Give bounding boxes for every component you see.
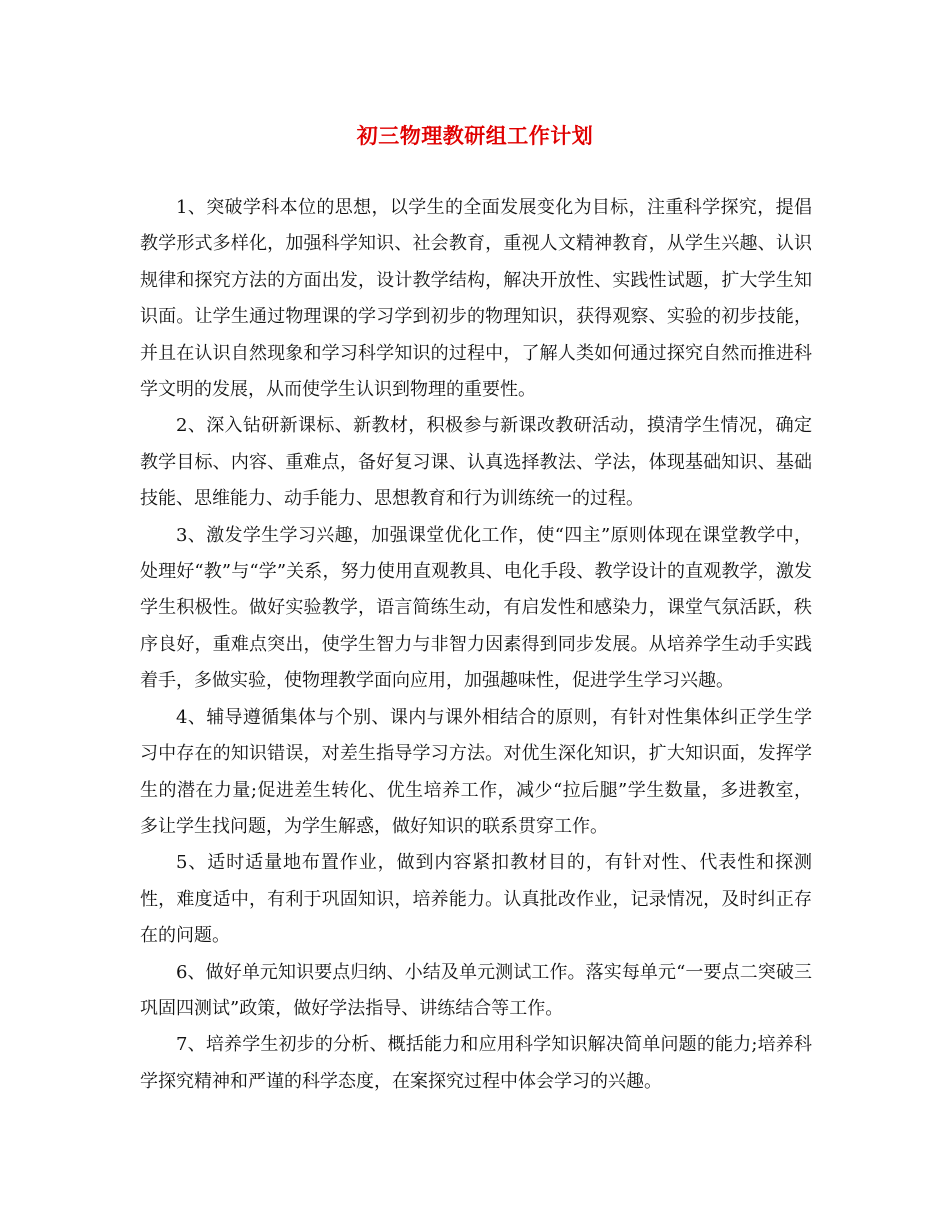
document-body <box>140 190 812 1100</box>
paragraph-1: 1、突破学科本位的思想，以学生的全面发展变化为目标，注重科学探究，提倡教学形式多样化，加强科学知识、社会教育，重视人文精神教育，从学生兴趣、认识规律和探究方法的方面出发，设计教学结构，解决开放性、实践性试题，扩大学生知识面。让学生通过物理课的学习学到初步的物理知识，获得观察、实验的初步技能，并且在认识自然现象和学习科学知识的过程中，了解人类如何通过探究自然而推进科学文明的发展，从而使学生认识到物理的重要性。 <box>140 197 812 401</box>
paragraph-4: 4、辅导遵循集体与个别、课内与课外相结合的原则，有针对性集体纠正学生学习中存在的知识错误，对差生指导学习方法。对优生深化知识，扩大知识面，发挥学生的潜在力量;促进差生转化、优生培养工作，减少“拉后腿”学生数量，多进教室，多让学生找问题，为学生解惑，做好知识的联系贯穿工作。 <box>140 706 812 837</box>
paragraph-5: 5、适时适量地布置作业，做到内容紧扣教材目的，有针对性、代表性和探测性，难度适中，有利于巩固知识，培养能力。认真批改作业，记录情况，及时纠正存在的问题。 <box>140 852 812 947</box>
paragraph-3: 3、激发学生学习兴趣，加强课堂优化工作，使“四主”原则体现在课堂教学中，处理好“教”与“学”关系，努力使用直观教具、电化手段、教学设计的直观教学，激发学生积极性。做好实验教学，语言简练生动，有启发性和感染力，课堂气氛活跃，秩序良好，重难点突出，使学生智力与非智力因素得到同步发展。从培养学生动手实践着手，多做实验，使物理教学面向应用，加强趣味性，促进学生学习兴趣。 <box>140 524 812 692</box>
paragraph-6: 6、做好单元知识要点归纳、小结及单元测试工作。落实每单元“一要点二突破三巩固四测试”政策，做好学法指导、讲练结合等工作。 <box>140 961 812 1019</box>
paragraph-7: 7、培养学生初步的分析、概括能力和应用科学知识解决简单问题的能力;培养科学探究精神和严谨的科学态度，在案探究过程中体会学习的兴趣。 <box>140 1034 812 1092</box>
document-title: 初三物理教研组工作计划 <box>356 123 594 148</box>
paragraph-2: 2、深入钻研新课标、新教材，积极参与新课改教研活动，摸清学生情况，确定教学目标、内容、重难点，备好复习课、认真选择教法、学法，体现基础知识、基础技能、思维能力、动手能力、思想教育和行为训练统一的过程。 <box>140 415 812 510</box>
